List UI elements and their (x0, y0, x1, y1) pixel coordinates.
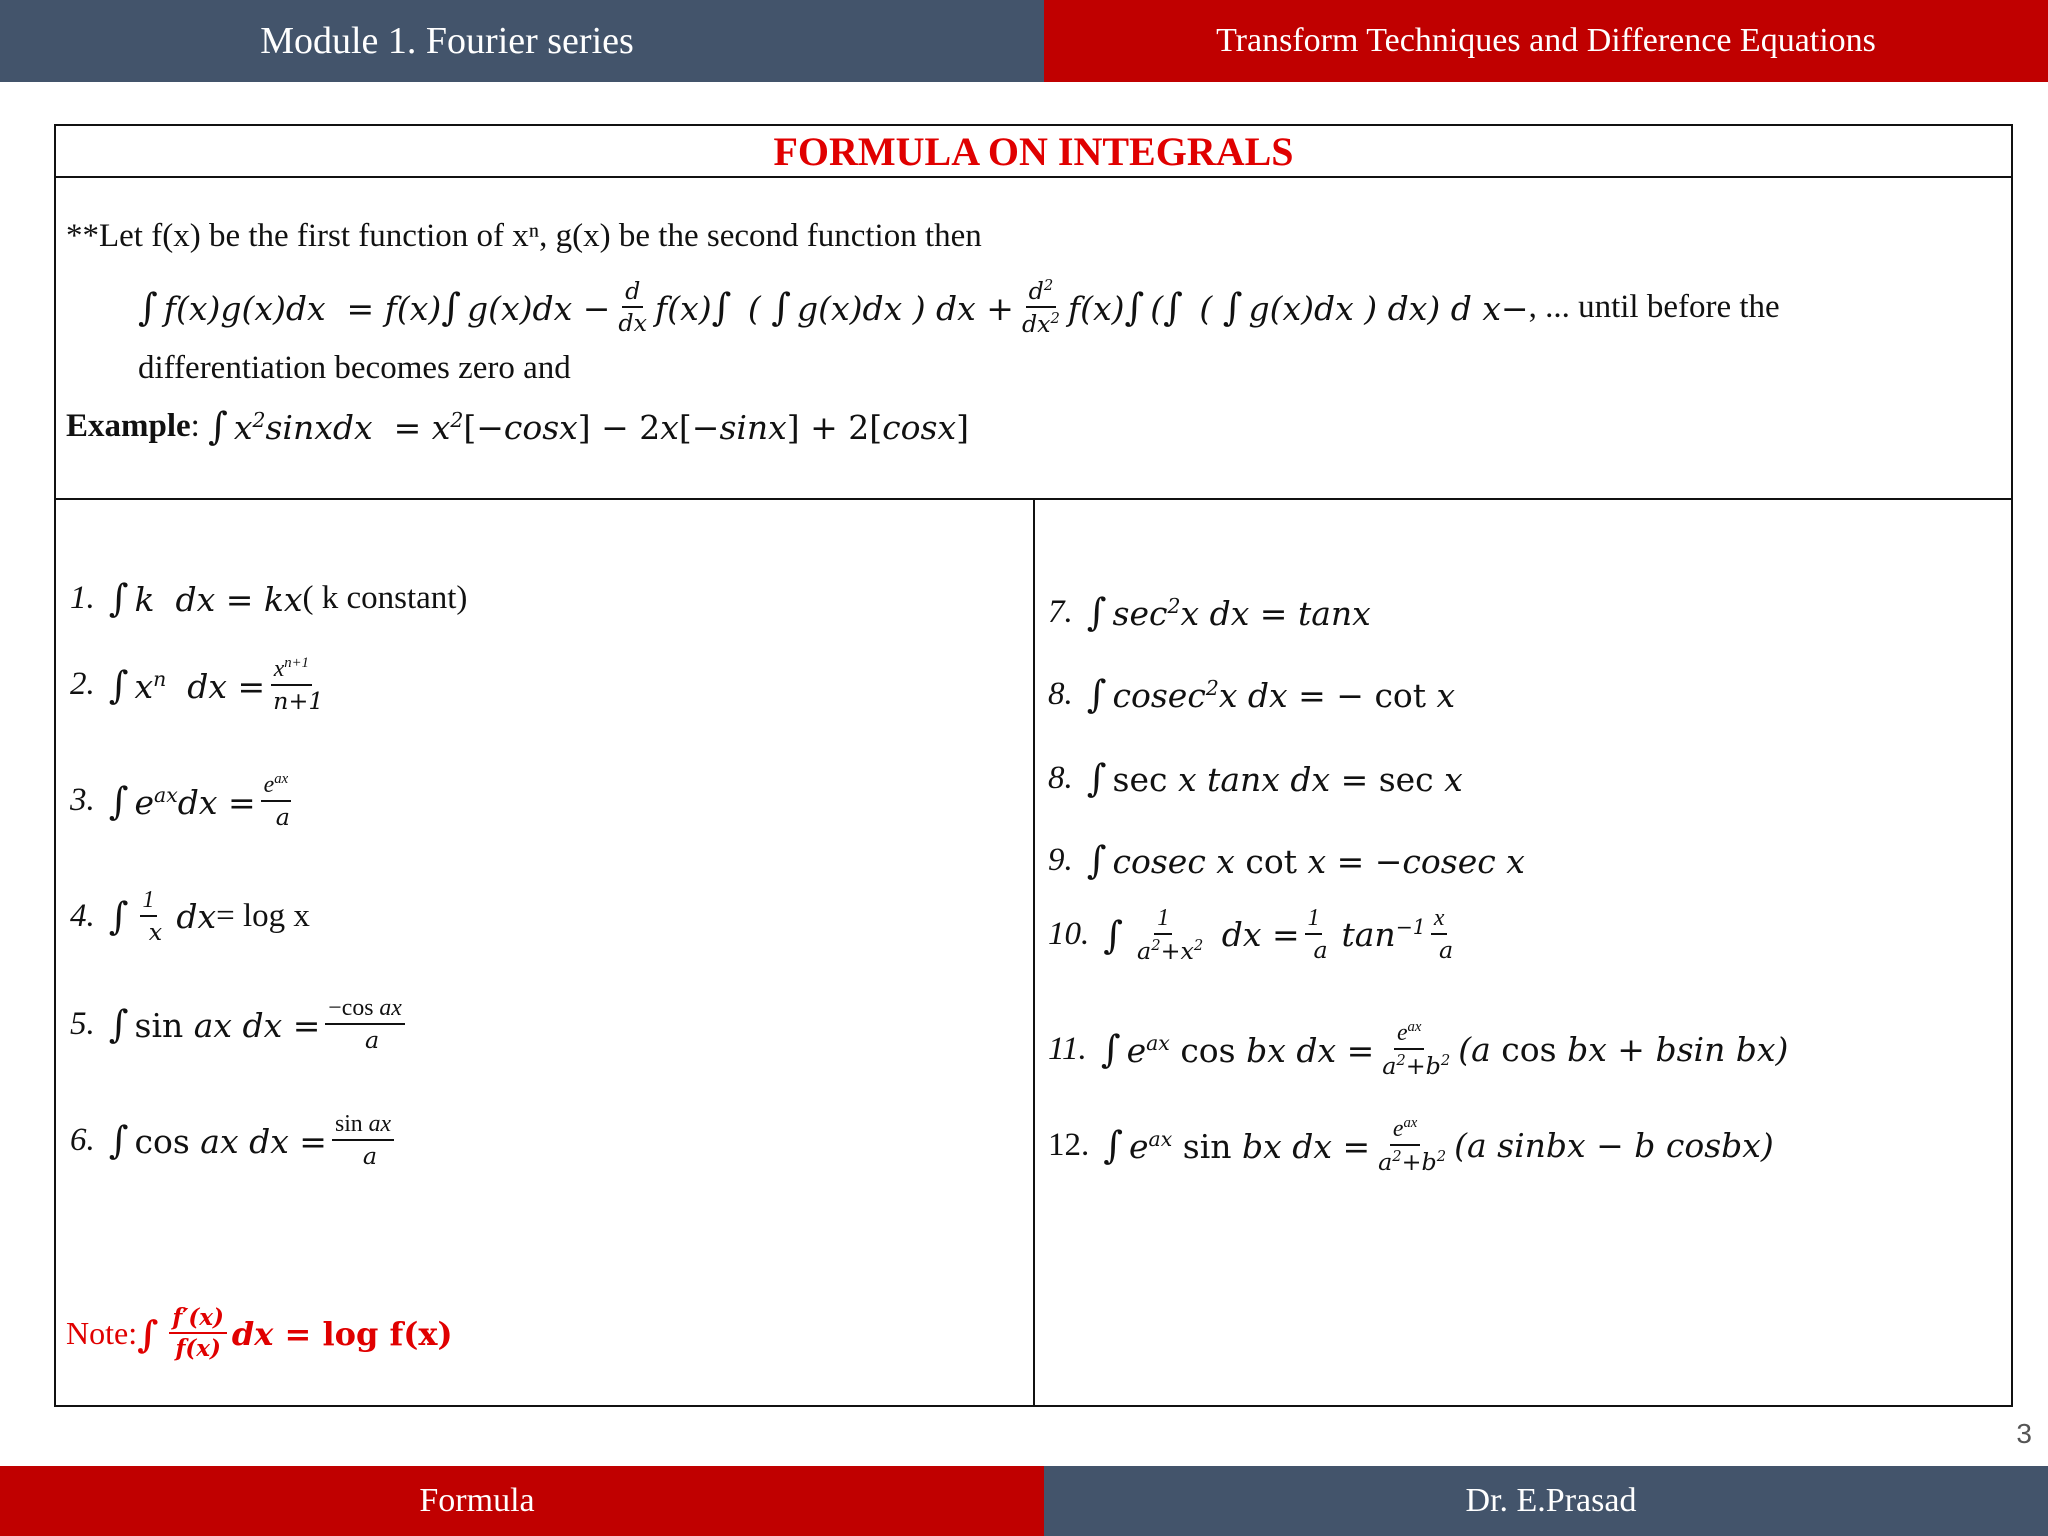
formula-3: 3. ∫ $e^{ax}dx$ = $\frac{e^{ax}}{a}$ (70, 771, 290, 831)
formula-9: 9. ∫ cosec x cot x = −cosec x (1048, 838, 1525, 882)
intro-continuation: , ... until before the (1528, 288, 1780, 325)
table-title: FORMULA ON INTEGRALS (56, 126, 2011, 178)
formula-2: 2. ∫ $x^n$ dx = $\frac{x^{n+1}}{n+1}$ (70, 655, 324, 715)
formula-7: 7. ∫ $\sec^2x$ dx = tanx (1048, 590, 1371, 634)
intro-line-3: differentiation becomes zero and (138, 350, 571, 386)
header-bar (0, 0, 2048, 82)
page-number: 3 (2016, 1418, 2032, 1449)
formula-4: 4. ∫ $\frac{1}{x}$ dx = log x (70, 887, 310, 946)
example-line: Example : ∫ $x^2sinxdx = x^2[-\cos x] - 2x[-\sin x] + 2[\cos x]$ (66, 404, 969, 448)
formula-10: 10. ∫ $\frac{1}{a^2+x^2}$ dx = $\frac{1}{a}$ $\tan^{-1}$ $\frac{x}{a}$ (1048, 905, 1454, 965)
author: Dr. E.Prasad (1044, 1466, 2048, 1536)
note-formula: Note: ∫ $\frac{f'(x)}{f(x)}$ dx = log f(x) (66, 1304, 453, 1363)
column-divider (1033, 500, 1035, 1405)
formula-12: 12. ∫ $e^{ax}$ sin bx dx = $\frac{e^{ax}}{a^2+b^2}$ (a sinbx − b cosbx) (1048, 1115, 1774, 1176)
module-title: Module 1. Fourier series (0, 0, 1044, 82)
example-label: Example (66, 407, 191, 444)
footer-bar (0, 1466, 2048, 1536)
formula-1: 1. ∫ k dx = kx ( k constant) (70, 576, 468, 620)
intro-line: **Let f(x) be the first function of xⁿ, g(x) be the second function then (66, 218, 982, 254)
formula-11: 11. ∫ $e^{ax}$ cos bx dx = $\frac{e^{ax}}{a^2+b^2}$ (a cos bx + bsin bx) (1048, 1019, 1789, 1080)
formula-8: 8. ∫ cosec$^2$x dx = − cot x (1048, 672, 1456, 716)
footer-label: Formula (0, 1466, 1044, 1536)
formula-6: 6. ∫ cos ax dx = $\frac{\text{sin ax}}{a}$ (70, 1112, 413, 1169)
formula-8b: 8. ∫ sec x tanx dx = sec x (1048, 756, 1463, 800)
formula-5: 5. ∫ sin ax dx = $\frac{\text{−cos ax}}{a}$ (70, 996, 424, 1053)
bernoulli-formula: ∫ f(x)g(x)dx = f(x)∫ g(x)dx − $\frac{d}{dx}$ f(x)∫ ( ∫ g(x)dx ) dx + $\frac{d^2}{dx^2}$ f(x)∫ (∫ ( ∫ g(x)dx ) dx) d x− , ... until before the (138, 276, 1780, 338)
formula-table (54, 124, 2013, 1407)
intro-section (56, 178, 2011, 500)
note-label: Note: (66, 1315, 138, 1352)
course-title: Transform Techniques and Difference Equations (1044, 0, 2048, 82)
